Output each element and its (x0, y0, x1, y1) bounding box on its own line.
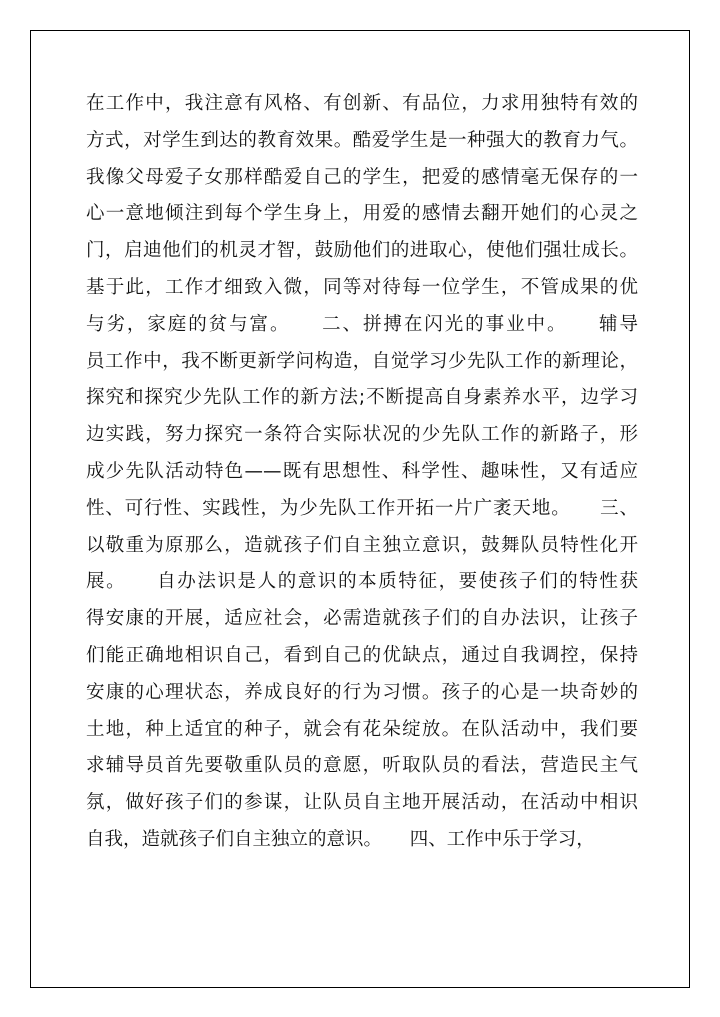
text-line-6: 基于此，工作才细致入微，同等对待每一位学生，不管成果的优 (86, 276, 638, 298)
text-line-9: 探究和探究少先队工作的新方法;不断提高自身素养水平，边学习 (86, 387, 638, 409)
text-line-20: 氛，做好孩子们的参谋，让队员自主地开展活动，在活动中相识 (86, 792, 638, 814)
text-line-13: 以敬重为原那么，造就孩子们自主独立意识，鼓舞队员特性化开 (86, 534, 638, 556)
text-line-15: 得安康的开展，适应社会，必需造就孩子们的自办法识，让孩子 (86, 608, 638, 630)
text-line-7: 与劣，家庭的贫与富。 二、拼搏在闪光的事业中。 辅导 (86, 313, 638, 335)
text-line-19: 求辅导员首先要敬重队员的意愿，听取队员的看法，营造民主气 (86, 755, 638, 777)
text-line-14: 展。 自办法识是人的意识的本质特征，要使孩子们的特性获 (86, 571, 638, 593)
text-line-21: 自我，造就孩子们自主独立的意识。 四、工作中乐于学习， (86, 828, 595, 850)
text-line-5: 门，启迪他们的机灵才智，鼓励他们的进取心，使他们强壮成长。 (86, 240, 638, 262)
text-line-12: 性、可行性、实践性，为少先队工作开拓一片广袤天地。 三、 (86, 497, 638, 519)
text-line-11: 成少先队活动特色——既有思想性、科学性、趣味性，又有适应 (86, 460, 638, 482)
text-line-4: 心一意地倾注到每个学生身上，用爱的感情去翻开她们的心灵之 (86, 203, 638, 225)
text-line-1: 在工作中，我注意有风格、有创新、有品位，力求用独特有效的 (86, 93, 638, 114)
text-line-10: 边实践，努力探究一条符合实际状况的少先队工作的新路子，形 (86, 424, 638, 446)
text-line-8: 员工作中，我不断更新学问构造，自觉学习少先队工作的新理论， (86, 350, 638, 372)
text-line-3: 我像父母爱子女那样酷爱自己的学生，把爱的感情毫无保存的一 (86, 166, 638, 188)
text-line-18: 土地，种上适宜的种子，就会有花朵绽放。在队活动中，我们要 (86, 718, 638, 740)
text-line-17: 安康的心理状态，养成良好的行为习惯。孩子的心是一块奇妙的 (86, 681, 638, 703)
document-body (86, 86, 638, 859)
text-line-16: 们能正确地相识自己，看到自己的优缺点，通过自我调控，保持 (86, 644, 638, 666)
text-line-2: 方式，对学生到达的教育效果。酷爱学生是一种强大的教育力气。 (86, 129, 638, 151)
